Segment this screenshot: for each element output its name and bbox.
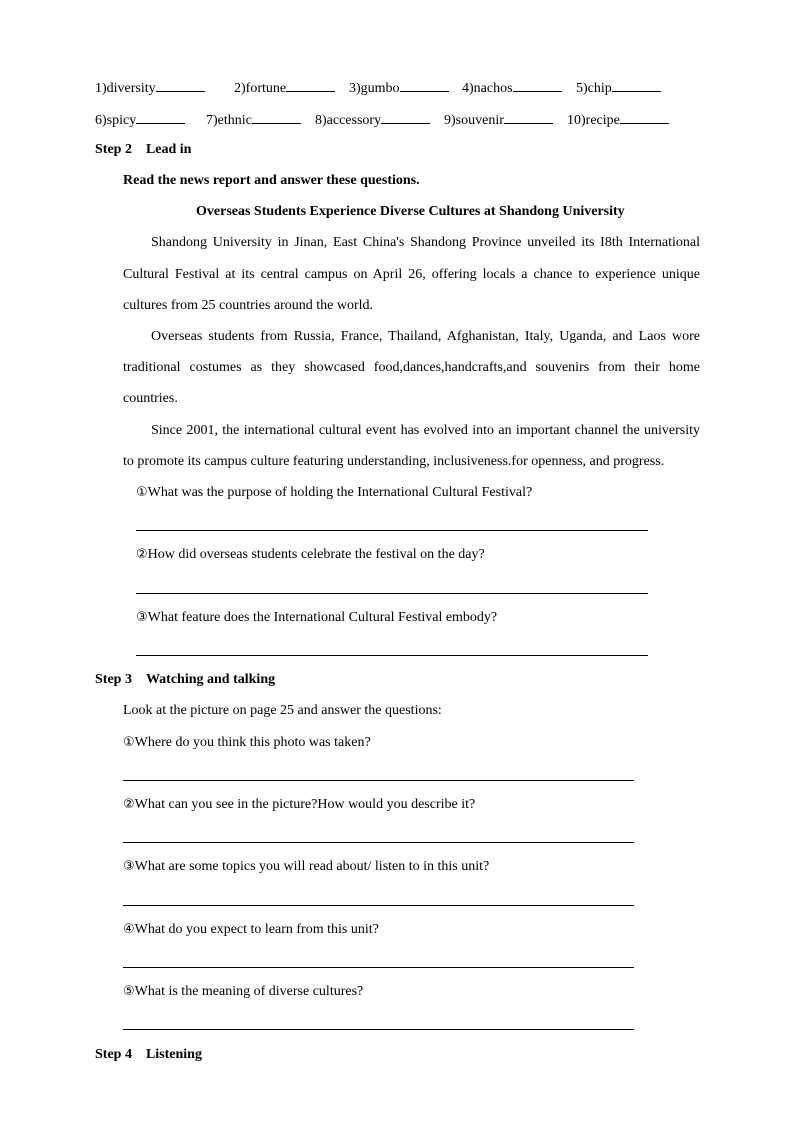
question-marker: ③ <box>136 610 148 625</box>
vocab-item <box>444 110 553 130</box>
answer-line[interactable] <box>136 655 648 656</box>
vocab-blank[interactable] <box>612 78 661 92</box>
vocab-item <box>576 78 661 98</box>
question-text: What was the purpose of holding the International Cultural Festival? <box>147 485 533 500</box>
article-paragraph-line: countries. <box>123 391 178 406</box>
step3-question <box>123 858 489 876</box>
vocab-word: 5)chip <box>576 81 612 96</box>
vocab-item <box>349 78 449 98</box>
vocab-item <box>95 110 185 130</box>
step3-question <box>123 796 475 814</box>
vocab-word: 10)recipe <box>567 113 620 128</box>
vocab-item <box>95 78 205 98</box>
question-marker: ③ <box>123 859 135 874</box>
question-marker: ② <box>136 547 148 562</box>
question-text: How did overseas students celebrate the festival on the day? <box>147 547 485 562</box>
vocab-word: 9)souvenir <box>444 113 504 128</box>
question-text: What are some topics you will read about/ listen to in this unit? <box>134 859 490 874</box>
vocab-blank[interactable] <box>513 78 562 92</box>
question-text: Where do you think this photo was taken? <box>134 735 371 750</box>
question-marker: ⑤ <box>123 984 135 999</box>
answer-line[interactable] <box>136 530 648 531</box>
article-paragraph-line: Overseas students from Russia, France, Thailand, Afghanistan, Italy, Uganda, and Laos wore <box>151 329 700 344</box>
article-paragraph-line: Cultural Festival at its central campus on April 26, offering locals a chance to experience unique <box>123 267 700 282</box>
vocab-word: 8)accessory <box>315 113 382 128</box>
step2-question <box>136 484 532 502</box>
vocab-blank[interactable] <box>381 110 430 124</box>
question-text: What can you see in the picture?How would you describe it? <box>134 797 476 812</box>
step3-question <box>123 734 371 752</box>
step2-question <box>136 609 497 627</box>
vocab-blank[interactable] <box>252 110 301 124</box>
vocab-blank[interactable] <box>504 110 553 124</box>
answer-line[interactable] <box>123 967 634 968</box>
question-marker: ② <box>123 797 135 812</box>
vocab-blank[interactable] <box>620 110 669 124</box>
question-marker: ① <box>123 735 135 750</box>
question-marker: ① <box>136 485 148 500</box>
step4-heading: Step 4 Listening <box>95 1047 202 1062</box>
vocab-blank[interactable] <box>286 78 335 92</box>
vocab-blank[interactable] <box>156 78 205 92</box>
vocab-item <box>315 110 430 130</box>
vocab-item <box>567 110 669 130</box>
article-paragraph-line: cultures from 25 countries around the world. <box>123 298 373 313</box>
answer-line[interactable] <box>136 593 648 594</box>
vocab-word: 1)diversity <box>95 81 156 96</box>
step2-heading: Step 2 Lead in <box>95 142 192 157</box>
vocab-blank[interactable] <box>136 110 185 124</box>
step3-question <box>123 983 363 1001</box>
vocab-blank[interactable] <box>400 78 449 92</box>
answer-line[interactable] <box>123 842 634 843</box>
step2-question <box>136 546 485 564</box>
vocab-item <box>462 78 562 98</box>
vocab-word: 7)ethnic <box>206 113 252 128</box>
step3-heading: Step 3 Watching and talking <box>95 672 276 687</box>
question-text: What is the meaning of diverse cultures? <box>134 984 364 999</box>
article-title: Overseas Students Experience Diverse Cultures at Shandong University <box>196 204 625 219</box>
question-text: What feature does the International Cultural Festival embody? <box>147 610 498 625</box>
article-paragraph-line: to promote its campus culture featuring understanding, inclusiveness.for openness, and progress. <box>123 454 665 469</box>
step3-instruction: Look at the picture on page 25 and answer the questions: <box>123 703 442 718</box>
article-paragraph-line: Shandong University in Jinan, East China's Shandong Province unveiled its I8th International <box>151 235 700 250</box>
answer-line[interactable] <box>123 1029 634 1030</box>
article-paragraph-line: Since 2001, the international cultural event has evolved into an important channel the university <box>151 423 700 438</box>
question-text: What do you expect to learn from this unit? <box>134 922 379 937</box>
answer-line[interactable] <box>123 905 634 906</box>
question-marker: ④ <box>123 922 135 937</box>
vocab-item <box>206 110 301 130</box>
answer-line[interactable] <box>123 780 634 781</box>
vocab-word: 3)gumbo <box>349 81 400 96</box>
vocab-word: 4)nachos <box>462 81 513 96</box>
step3-question <box>123 921 379 939</box>
vocab-item <box>234 78 335 98</box>
vocab-word: 2)fortune <box>234 81 287 96</box>
vocab-word: 6)spicy <box>95 113 137 128</box>
step2-instruction: Read the news report and answer these questions. <box>123 173 420 188</box>
article-paragraph-line: traditional costumes as they showcased food,dances,handcrafts,and souvenirs from their home <box>123 360 700 375</box>
